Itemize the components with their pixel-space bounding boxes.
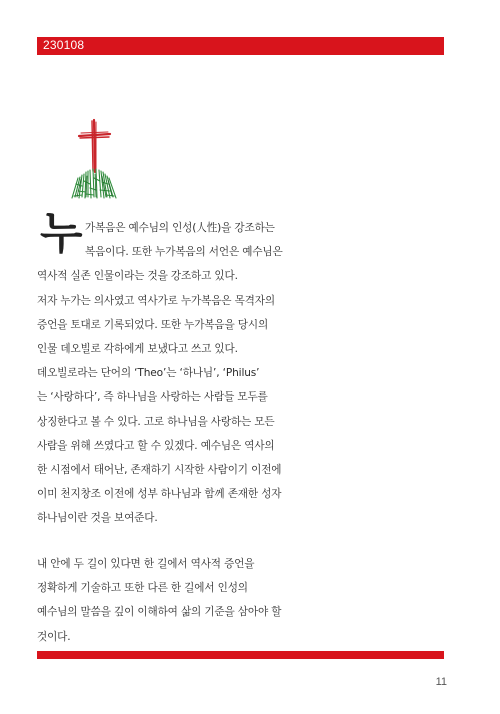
drop-cap: 누: [40, 208, 83, 259]
text-line: 인물 데오빌로 각하에게 보냈다고 쓰고 있다.: [37, 342, 238, 355]
footer-bar: [37, 651, 444, 659]
header-date: 230108: [43, 38, 85, 52]
text-line: 상징한다고 볼 수 있다. 고로 하나님을 사랑하는 모든: [37, 415, 275, 428]
paragraph-2: [37, 552, 447, 649]
text-line: 데오빌로라는 단어의 ‘Theo’는 ‘하나님’, ‘Philus’: [37, 367, 260, 380]
text-line: 하나님이란 것을 보여준다.: [37, 512, 158, 525]
page-number: 11: [435, 676, 447, 688]
text-line: 복음이다. 또한 누가복음의 서언은 예수님은: [85, 246, 283, 259]
text-line: 이미 천지창조 이전에 성부 하나님과 함께 존재한 성자: [37, 488, 282, 501]
cross-on-hill-icon: [66, 118, 122, 200]
text-line: 는 ‘사랑하다’, 즉 하나님을 사랑하는 사람들 모두를: [37, 391, 268, 404]
text-line: 것이다.: [37, 630, 71, 643]
text-line: 저자 누가는 의사였고 역사가로 누가복음은 목격자의: [37, 294, 275, 307]
text-line: 가복음은 예수님의 인성(人性)을 강조하는: [85, 222, 275, 234]
paragraph-1: [37, 216, 447, 530]
text-line: 사람을 위해 쓰였다고 할 수 있겠다. 예수님은 역사의: [37, 439, 275, 452]
header-bar: [37, 37, 444, 55]
text-line: 내 안에 두 길이 있다면 한 길에서 역사적 증언을: [37, 558, 255, 570]
text-line: 정확하게 기술하고 또한 다른 한 길에서 인성의: [37, 582, 248, 595]
text-line: 역사적 실존 인물이라는 것을 강조하고 있다.: [37, 270, 238, 283]
text-line: 한 시점에서 태어난, 존재하기 시작한 사람이기 이전에: [37, 463, 282, 476]
text-line: 증언을 토대로 기록되었다. 또한 누가복음을 당시의: [37, 318, 269, 331]
text-line: 예수님의 말씀을 깊이 이해하여 삶의 기준을 삼아야 할: [37, 606, 282, 619]
